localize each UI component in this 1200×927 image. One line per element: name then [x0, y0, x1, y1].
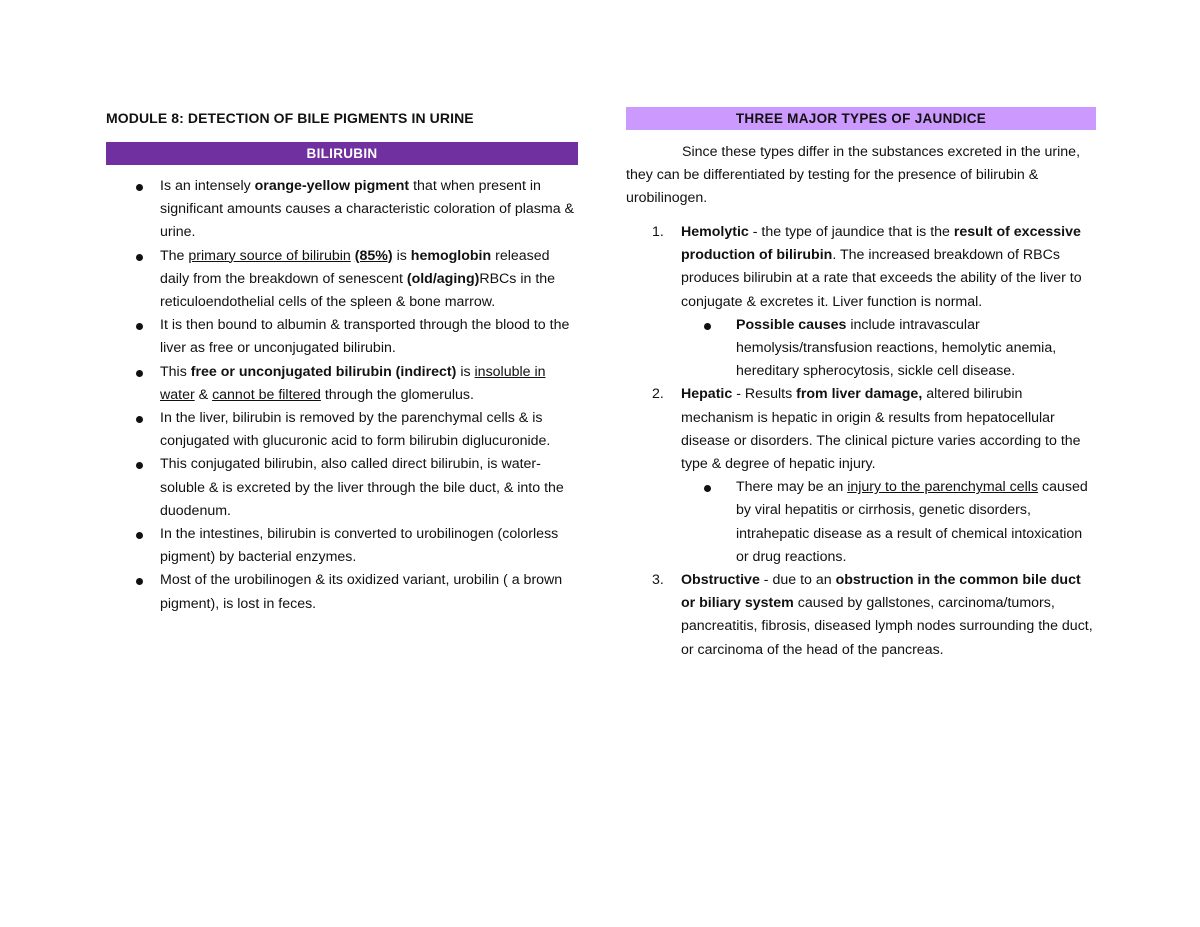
- bullet-icon: [704, 323, 711, 330]
- list-item-hepatic: 2. Hepatic - Results from liver damage, altered bilirubin mechanism is hepatic in origin & results from hepatocellular disease or disorders. The clinical picture varies according to the type & degree of hepatic injury. There may be an injury to the parenchymal cells caused by viral hepatitis or cirrhosis, genetic disorders, intrahepatic disease as a result of chemical intoxication or drug reactions.: [626, 383, 1096, 569]
- jaundice-types-list: [626, 221, 1096, 662]
- list-item: It is then bound to albumin & transported through the blood to the liver as free or unconjugated bilirubin.: [106, 314, 578, 360]
- hemolytic-sublist: [681, 314, 1096, 384]
- list-item: In the intestines, bilirubin is converted to urobilinogen (colorless pigment) by bacterial enzymes.: [106, 523, 578, 569]
- bilirubin-header: BILIRUBIN: [106, 142, 578, 165]
- list-item: In the liver, bilirubin is removed by the parenchymal cells & is conjugated with glucuronic acid to form bilirubin diglucuronide.: [106, 407, 578, 453]
- list-number: 2.: [652, 386, 664, 403]
- list-item: The primary source of bilirubin (85%) is hemoglobin released daily from the breakdown of senescent (old/aging)RBCs in the reticuloendothelial cells of the spleen & bone marrow.: [106, 245, 578, 315]
- bullet-icon: [136, 184, 143, 191]
- jaundice-header: THREE MAJOR TYPES OF JAUNDICE: [626, 107, 1096, 130]
- bilirubin-list: [106, 175, 578, 616]
- bullet-icon: [136, 462, 143, 469]
- list-item-obstructive: 3. Obstructive - due to an obstruction in the common bile duct or biliary system caused by gallstones, carcinoma/tumors, pancreatitis, fibrosis, diseased lymph nodes surrounding the duct, or carcinoma of the head of the pancreas.: [626, 569, 1096, 662]
- hepatic-sublist: [681, 476, 1096, 569]
- list-number: 3.: [652, 572, 664, 589]
- list-number: 1.: [652, 224, 664, 240]
- bullet-icon: [136, 532, 143, 539]
- list-item-hemolytic: 1. Hemolytic - the type of jaundice that is the result of excessive production of bilirubin. The increased breakdown of RBCs produces bilirubin at a rate that exceeds the ability of the liver to conjugate & excretes it. Liver function is normal. Possible causes include intravascular hemolysis/transfusion reactions, hemolytic anemia, hereditary spherocytosis, sickle cell disease.: [626, 221, 1096, 383]
- list-item: Most of the urobilinogen & its oxidized variant, urobilin ( a brown pigment), is lost in feces.: [106, 569, 578, 615]
- bullet-icon: [136, 323, 143, 330]
- module-title: MODULE 8: DETECTION OF BILE PIGMENTS IN URINE: [106, 110, 474, 126]
- list-item: This free or unconjugated bilirubin (indirect) is insoluble in water & cannot be filtered through the glomerulus.: [106, 361, 578, 407]
- bullet-icon: [136, 254, 143, 261]
- intro-paragraph: Since these types differ in the substances excreted in the urine, they can be differentiated by testing for the presence of bilirubin & urobilinogen.: [626, 144, 1081, 207]
- bullet-icon: [136, 370, 143, 377]
- list-item: There may be an injury to the parenchymal cells caused by viral hepatitis or cirrhosis, genetic disorders, intrahepatic disease as a result of chemical intoxication or drug reactions.: [681, 476, 1096, 569]
- list-item: Possible causes include intravascular hemolysis/transfusion reactions, hemolytic anemia, hereditary spherocytosis, sickle cell disease.: [681, 314, 1096, 384]
- bullet-icon: [136, 416, 143, 423]
- list-item: This conjugated bilirubin, also called direct bilirubin, is water-soluble & is excreted by the liver through the bile duct, & into the duodenum.: [106, 453, 578, 523]
- bullet-icon: [704, 485, 711, 492]
- bullet-icon: [136, 578, 143, 585]
- list-item: Is an intensely orange-yellow pigment that when present in significant amounts causes a characteristic coloration of plasma & urine.: [106, 175, 578, 245]
